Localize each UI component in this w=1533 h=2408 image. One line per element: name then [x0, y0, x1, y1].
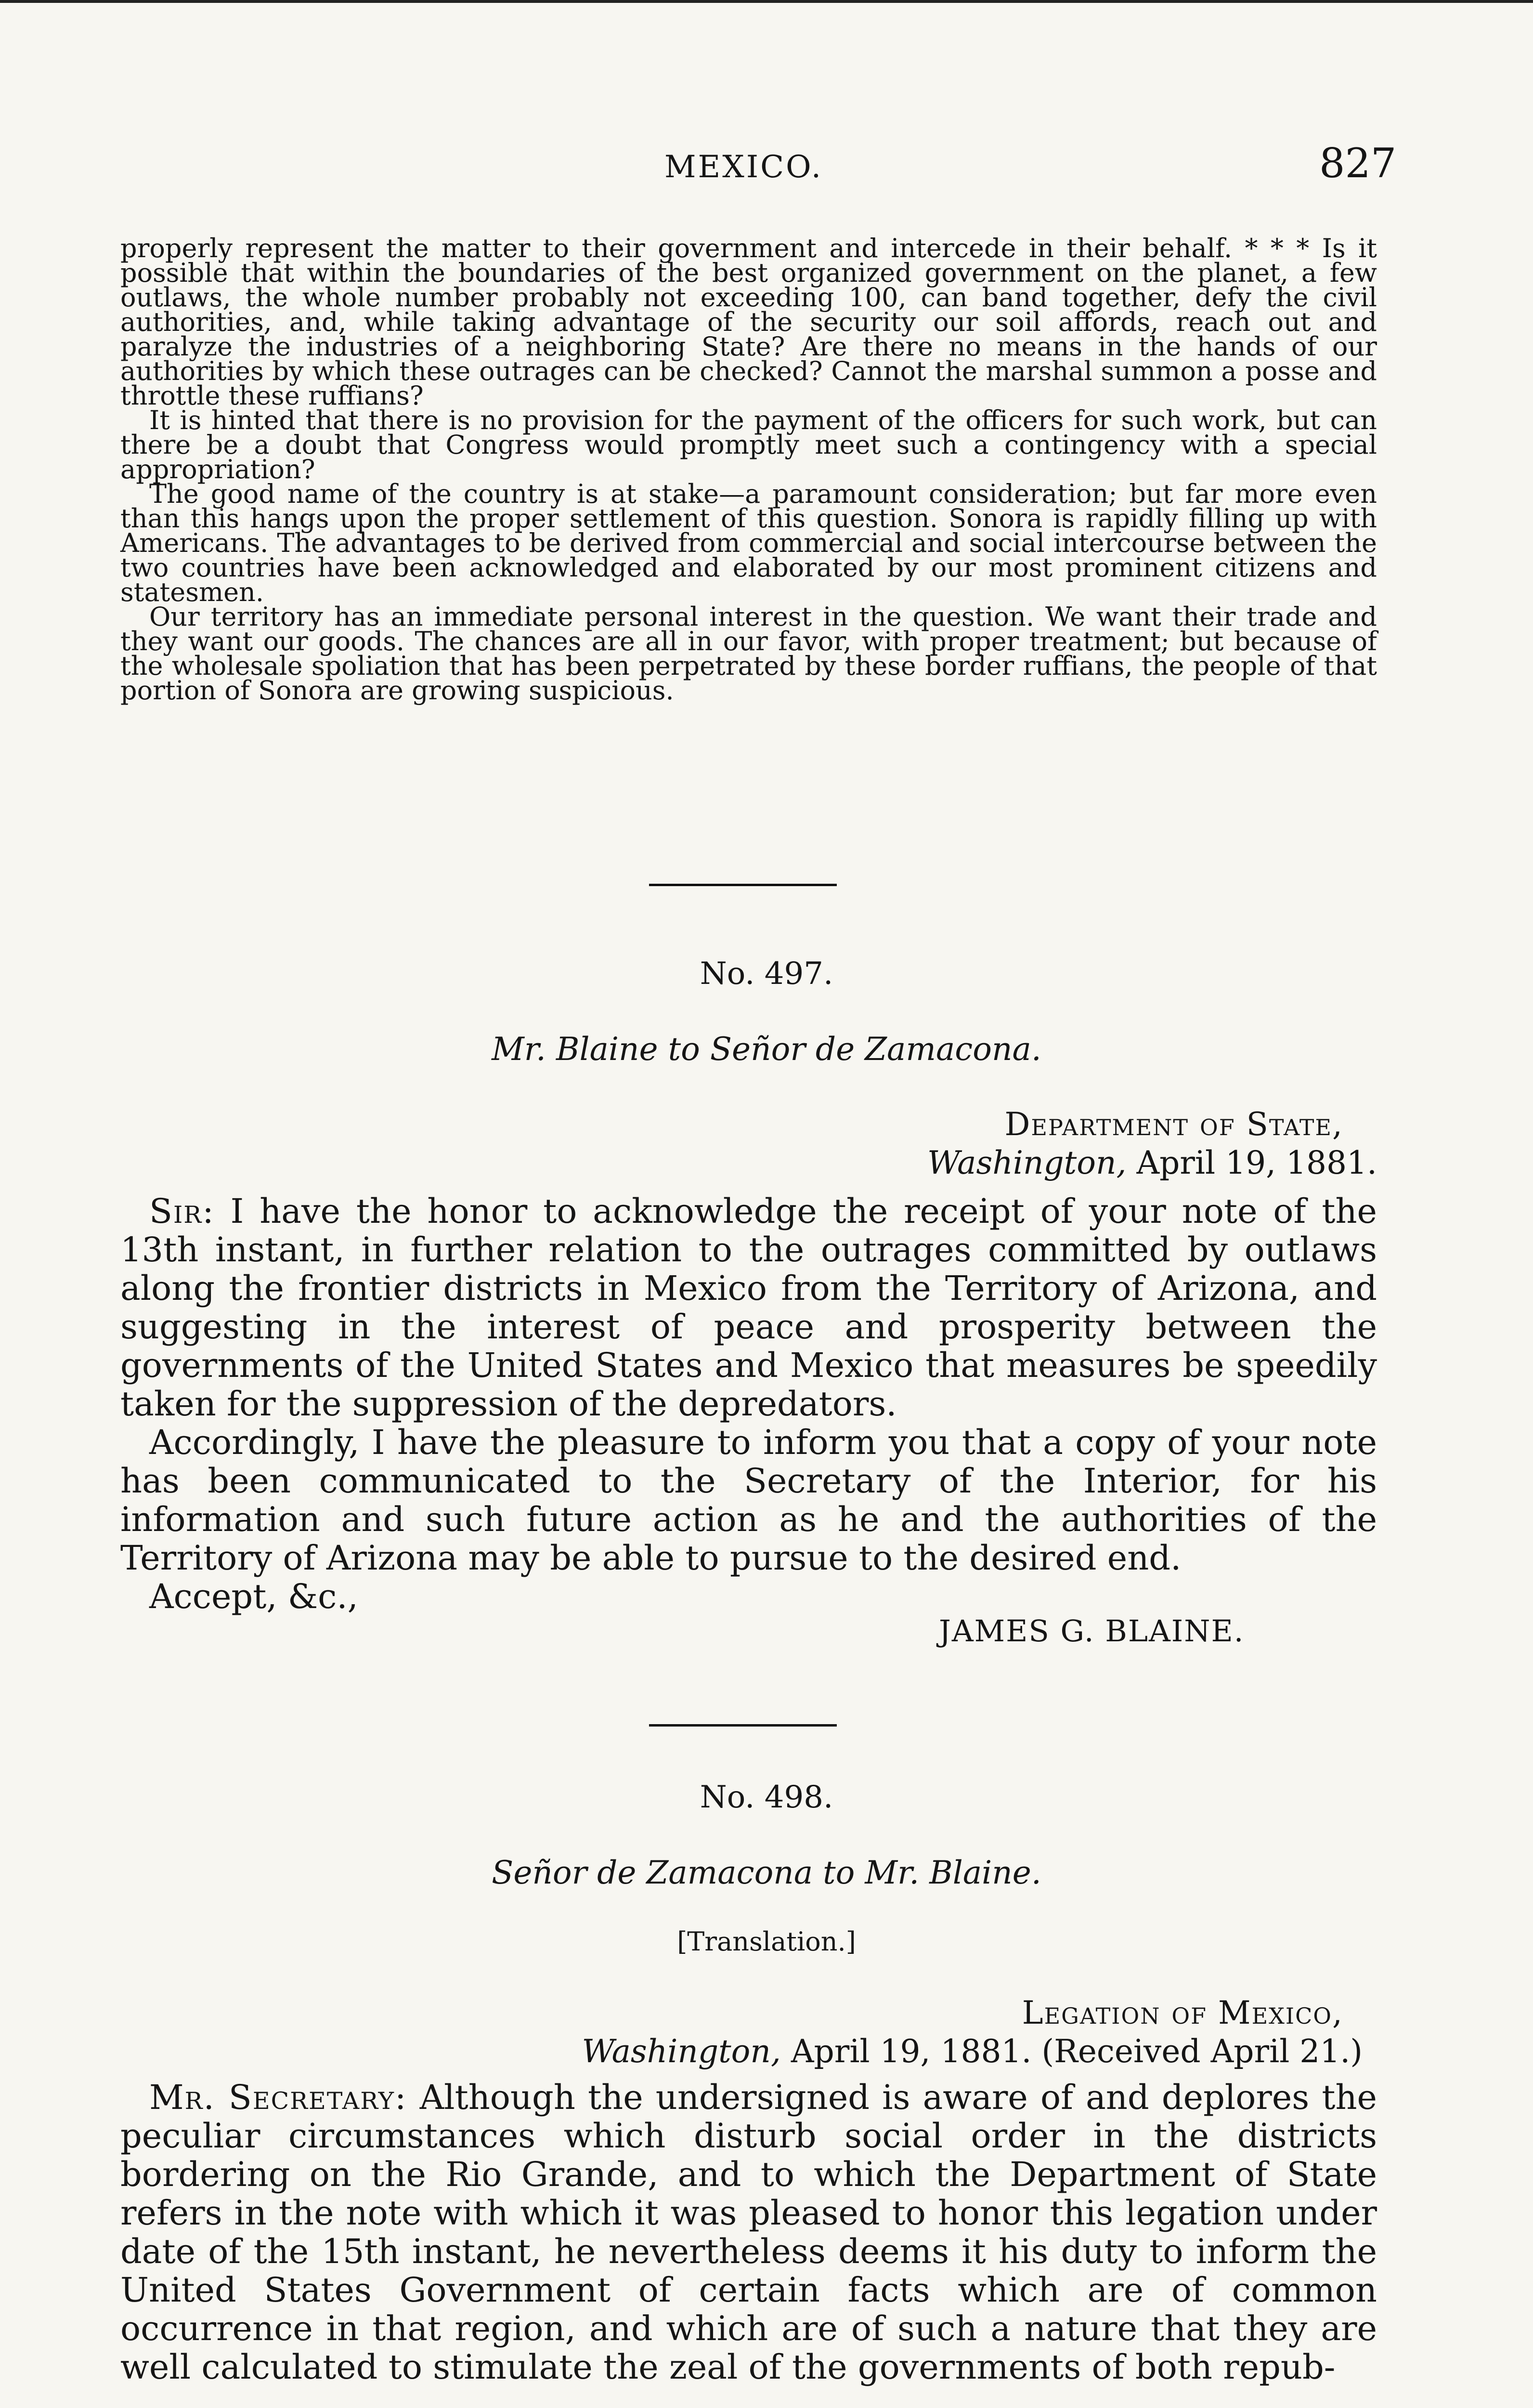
quote-paragraph: properly represent the matter to their government and intercede in their behalf. * * * Is it possible that within the boundaries of the best organized government on the planet, a few outlaws, the whole number probably not exceeding 100, can band together, defy the civil authorities, and, while taking advantage of the security our soil affords, reach out and paralyze the industries of a neighboring State? Are there no means in the hands of our authorities by which these outrages can be checked? Cannot the marshal summon a posse and throttle these ruffians? [120, 233, 1377, 411]
translation-note: [Translation.] [677, 1926, 856, 1957]
dateline [722, 1105, 1377, 1182]
top-rule [0, 0, 1533, 3]
closing: Accept, &c., [149, 1577, 358, 1616]
dateline-date: April 19, 1881. [1136, 1144, 1377, 1181]
quoted-extract [120, 233, 1377, 706]
salutation: Mr. Secretary: [149, 2078, 407, 2117]
quote-paragraph: Our territory has an immediate personal interest in the question. We want their trade and they want our goods. The chances are all in our favor, with proper treatment; but because of the wholesale spoliation that has been perpetrated by these border ruffians, the people of that portion of Sonora are growing suspicious. [120, 602, 1377, 706]
document-heading: Señor de Zamacona to Mr. Blaine. [492, 1854, 1041, 1891]
letter-paragraph: Accordingly, I have the pleasure to inform you that a copy of your note has been communicated to the Secretary of the Interior, for his information and such future action as he and the authorities of the Territory of Arizona may be able to pursue to the desired end. [120, 1423, 1377, 1578]
letter-paragraph-text: Although the undersigned is aware of and deplores the peculiar circumstances which disturb social order in the districts bordering on the Rio Grande, and to which the Department of State refers in the note with which it was pleased to honor this legation under date of the 15th instant, he nevertheless deems it his duty to inform the United States Government of certain facts which are of common occurrence in that region, and which are of such a nature that they are well calculated to stimulate the zeal of the governments of both repub- [120, 2078, 1377, 2387]
dateline-date-line [462, 2032, 1363, 2071]
salutation: Sir: [149, 1191, 215, 1231]
letter-body [120, 1192, 1377, 1616]
signature: JAMES G. BLAINE. [939, 1613, 1245, 1649]
letter-paragraph-text: I have the honor to acknowledge the receipt of your note of the 13th instant, in further relation to the outrages committed by outlaws along the frontier districts in Mexico from the Territory of Arizona, and suggesting in the interest of peace and prosperity between the governments of the United States and Mexico that measures be speedily taken for the suppression of the depredators. [120, 1191, 1377, 1424]
dateline-date: April 19, 1881. [791, 2033, 1032, 2070]
dateline-city: Washington, [927, 1144, 1127, 1181]
quote-paragraph: The good name of the country is at stake—a paramount consideration; but far more even than this hangs upon the proper settlement of this question. Sonora is rapidly filling up with Americans. The advantages to be derived from commercial and social intercourse between the two countries have been acknowledged and elaborated by our most prominent citizens and statesmen. [120, 479, 1377, 607]
document-heading: Mr. Blaine to Señor de Zamacona. [492, 1031, 1041, 1068]
letter-paragraph [120, 2078, 1377, 2386]
letter-paragraph [120, 1192, 1377, 1423]
quote-paragraph: It is hinted that there is no provision for the payment of the officers for such work, but can there be a doubt that Congress would promptly meet such a contingency with a special appropriation? [120, 405, 1377, 484]
received-note: (Received April 21.) [1041, 2033, 1363, 2070]
section-divider [649, 884, 837, 886]
section-divider [649, 1724, 837, 1727]
running-head [0, 135, 1533, 193]
document-number: No. 498. [700, 1780, 833, 1815]
letter-body [120, 2078, 1377, 2386]
page-number: 827 [1319, 140, 1397, 187]
running-head-title: MEXICO. [664, 149, 823, 185]
dateline-date-line [722, 1144, 1377, 1182]
dateline [462, 1994, 1363, 2071]
document-number: No. 497. [700, 956, 833, 992]
dateline-place: Department of State, [1004, 1106, 1343, 1143]
dateline-city: Washington, [582, 2033, 781, 2070]
dateline-place: Legation of Mexico, [1022, 1994, 1343, 2031]
